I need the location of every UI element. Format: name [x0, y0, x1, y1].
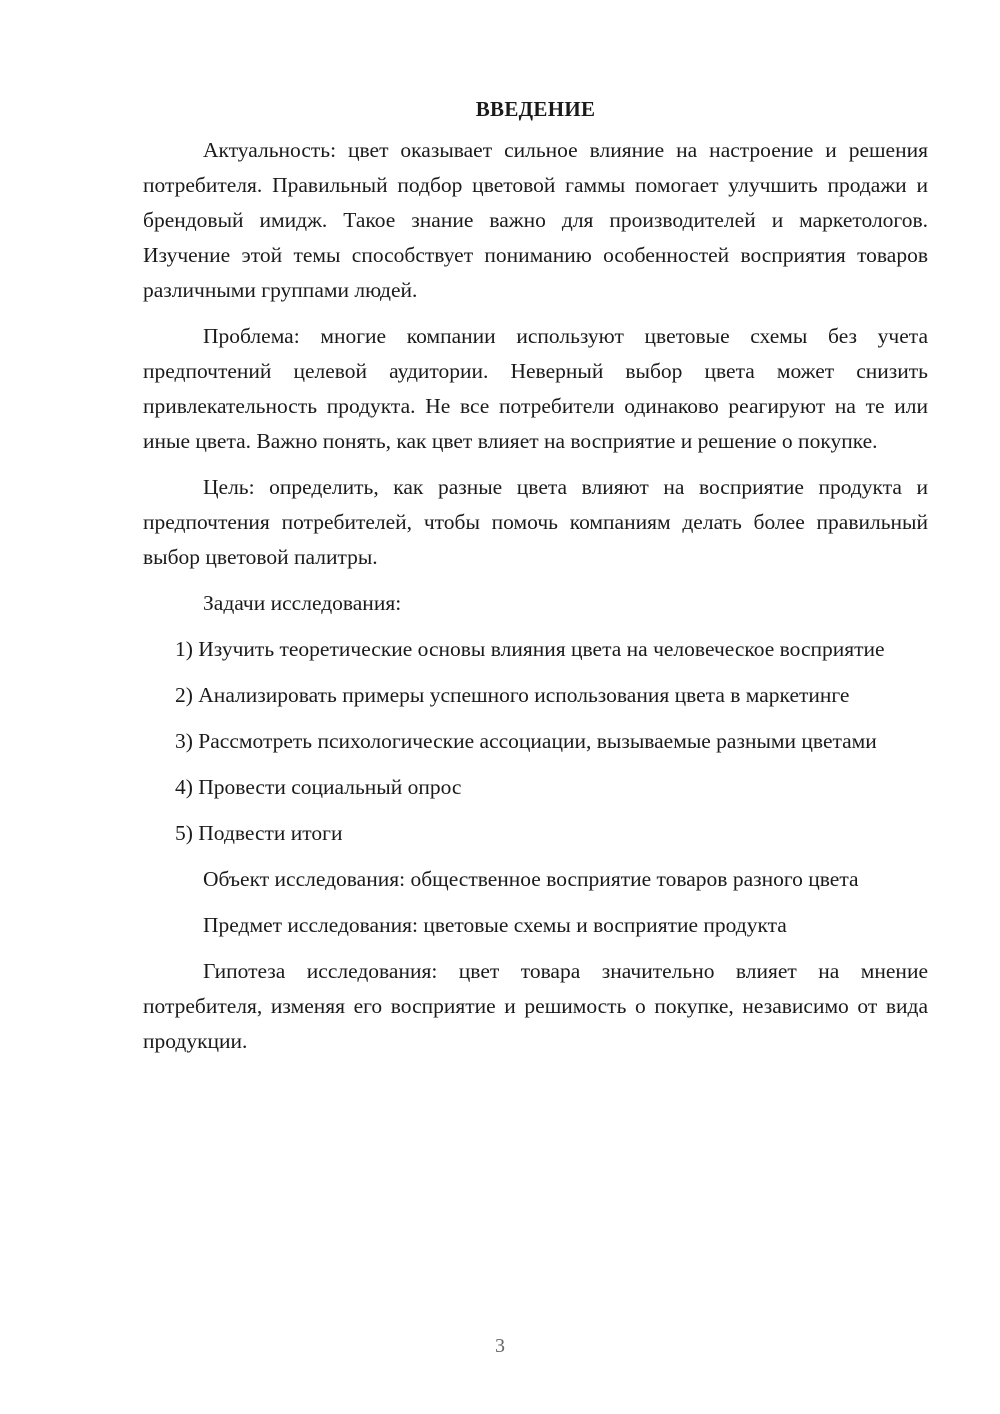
page-title: ВВЕДЕНИЕ	[475, 97, 596, 121]
relevance-paragraph: Актуальность: цвет оказывает сильное влияние на настроение и решения потребителя. Правильный подбор цветовой гаммы помогает улучшить продажи и брендовый имидж. Такое знание важно для производителей и маркетологов. Изучение этой темы способствует пониманию особенностей восприятия товаров различными группами людей.	[143, 138, 928, 302]
tasks-heading: Задачи исследования:	[203, 591, 402, 615]
goal-paragraph: Цель: определить, как разные цвета влияют на восприятие продукта и предпочтения потребителей, чтобы помочь компаниям делать более правильный выбор цветовой палитры.	[143, 475, 928, 569]
subject-paragraph: Предмет исследования: цветовые схемы и восприятие продукта	[203, 913, 787, 937]
page-number: 3	[495, 1335, 505, 1357]
object-paragraph: Объект исследования: общественное восприятие товаров разного цвета	[203, 867, 859, 891]
task-item-2: 2) Анализировать примеры успешного использования цвета в маркетинге	[175, 683, 850, 707]
task-item-1: 1) Изучить теоретические основы влияния цвета на человеческое восприятие	[175, 637, 885, 661]
problem-paragraph: Проблема: многие компании используют цветовые схемы без учета предпочтений целевой аудитории. Неверный выбор цвета может снизить привлекательность продукта. Не все потребители одинаково реагируют на те или иные цвета. Важно понять, как цвет влияет на восприятие и решение о покупке.	[143, 324, 928, 453]
hypothesis-paragraph: Гипотеза исследования: цвет товара значительно влияет на мнение потребителя, изменяя его восприятие и решимость о покупке, независимо от вида продукции.	[143, 959, 928, 1053]
task-item-4: 4) Провести социальный опрос	[175, 775, 462, 799]
task-item-5: 5) Подвести итоги	[175, 821, 343, 845]
page-content	[143, 92, 928, 1059]
task-item-3: 3) Рассмотреть психологические ассоциации, вызываемые разными цветами	[175, 729, 877, 753]
